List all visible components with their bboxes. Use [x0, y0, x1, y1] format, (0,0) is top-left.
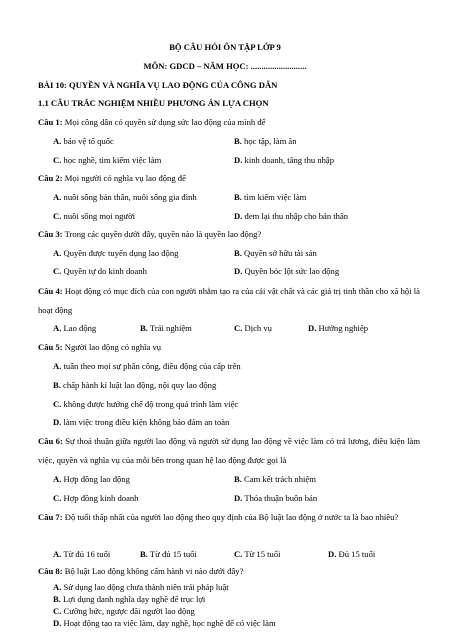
option-4c: [234, 324, 272, 333]
option-text: Từ đủ 16 tuổi: [63, 549, 111, 559]
option-text: Hợp đồng kinh doanh: [63, 493, 139, 503]
question-text: Sự thoả thuận giữa người lao động và người sử dụng lao động về việc làm có trả lương, điều kiện làm việc, quyền và nghĩa vụ của mỗi bên trong quan hệ lao động được gọi là: [38, 436, 421, 465]
option-text: Quyền tự do kinh doanh: [63, 266, 147, 276]
option-letter: D.: [53, 417, 62, 427]
option-7b: [140, 550, 197, 559]
option-6c: [53, 494, 138, 503]
option-2d: [234, 212, 348, 221]
option-6b: [234, 475, 316, 484]
option-letter: A.: [53, 474, 62, 484]
option-text: bảo vệ tổ quốc: [63, 136, 114, 146]
option-text: Dịch vụ: [244, 323, 272, 333]
option-letter: A.: [53, 192, 62, 202]
option-text: nuôi sống bản thân, nuôi sống gia đình: [63, 192, 197, 202]
question-label: Câu 6:: [38, 436, 63, 446]
option-5c: [53, 400, 238, 409]
option-letter: A.: [53, 361, 62, 371]
option-letter: B.: [53, 594, 61, 604]
option-letter: A.: [53, 582, 62, 592]
option-1a: [53, 137, 114, 146]
question-2: [38, 174, 186, 183]
question-label: Câu 5:: [38, 342, 63, 352]
option-text: không được hưởng chế độ trong quá trình làm việc: [63, 399, 239, 409]
option-text: Hợp đồng lao động: [63, 474, 130, 484]
option-letter: C.: [53, 493, 62, 503]
option-text: tuân theo mọi sự phân công, điều động của cấp trên: [63, 361, 241, 371]
option-letter: B.: [140, 323, 148, 333]
option-text: Thỏa thuận buôn bán: [244, 493, 318, 503]
subject-line: MÔN: GDCD – NĂM HỌC: ..........................: [143, 61, 307, 71]
option-letter: D.: [328, 549, 337, 559]
option-7a: [53, 550, 110, 559]
option-letter: A.: [53, 323, 62, 333]
option-5a: [53, 362, 241, 371]
question-label: Câu 4:: [38, 286, 63, 296]
option-letter: C.: [53, 155, 62, 165]
option-text: nuôi sống mọi người: [63, 211, 136, 221]
option-4a: [53, 324, 96, 333]
option-text: Cưỡng bức, ngược đãi người lao động: [63, 606, 195, 616]
option-text: học nghề, tìm kiếm việc làm: [63, 155, 162, 165]
option-text: Hoạt động tạo ra việc làm, dạy nghề, học nghề để có việc làm: [63, 618, 276, 628]
option-text: Quyền được tuyển dụng lao động: [63, 248, 179, 258]
question-text: Độ tuổi thấp nhất của người lao động theo quy định của Bộ luật lao động ở nước ta là bao nhiêu?: [64, 512, 399, 522]
option-letter: A.: [53, 248, 62, 258]
option-letter: A.: [53, 136, 62, 146]
option-text: Hướng nghiệp: [318, 323, 369, 333]
option-text: Từ 15 tuổi: [244, 549, 281, 559]
option-text: Đủ 15 tuổi: [338, 549, 376, 559]
option-text: đem lại thu nhập cho bản thân: [244, 211, 349, 221]
option-1b: [234, 137, 297, 146]
option-4b: [140, 324, 192, 333]
option-text: tìm kiếm việc làm: [244, 192, 307, 202]
option-letter: D.: [308, 323, 317, 333]
question-text: Người lao động có nghĩa vụ: [64, 342, 162, 352]
option-letter: D.: [234, 493, 243, 503]
question-7: [38, 508, 420, 527]
section-heading: 1.1 CÂU TRẮC NGHIỆM NHIỀU PHƯƠNG ÁN LỰA CHỌN: [38, 98, 269, 108]
option-letter: C.: [53, 211, 62, 221]
option-letter: B.: [140, 549, 148, 559]
option-letter: C.: [53, 266, 62, 276]
option-1c: [53, 156, 161, 165]
question-label: Câu 2:: [38, 173, 63, 183]
option-letter: B.: [234, 248, 242, 258]
option-3d: [234, 267, 339, 276]
option-letter: C.: [53, 399, 62, 409]
option-1d: [234, 156, 334, 165]
option-text: Từ đủ 15 tuổi: [149, 549, 197, 559]
option-letter: D.: [53, 618, 62, 628]
question-1: [38, 118, 265, 127]
question-text: Mọi công dân có quyền sử dụng sức lao động của mình để: [64, 117, 266, 127]
option-6a: [53, 475, 130, 484]
option-letter: B.: [234, 136, 242, 146]
option-letter: D.: [234, 266, 243, 276]
option-5b: [53, 381, 216, 390]
document-title: BỘ CÂU HỎI ÔN TẬP LỚP 9: [169, 42, 281, 52]
option-7d: [328, 550, 375, 559]
question-6: [38, 432, 420, 470]
option-7c: [234, 550, 281, 559]
option-letter: C.: [234, 549, 243, 559]
option-text: kinh doanh, tăng thu nhập: [244, 155, 335, 165]
option-letter: B.: [234, 192, 242, 202]
option-3a: [53, 249, 178, 258]
option-8c: [53, 607, 195, 616]
option-3b: [234, 249, 317, 258]
option-6d: [234, 494, 317, 503]
option-8a: [53, 583, 229, 592]
option-letter: C.: [234, 323, 243, 333]
option-text: Quyền bóc lột sức lao động: [244, 266, 340, 276]
option-8d: [53, 619, 276, 628]
question-4: [38, 282, 420, 320]
option-2b: [234, 193, 306, 202]
option-letter: B.: [53, 380, 61, 390]
option-text: Trải nghiệm: [149, 323, 192, 333]
question-text: Hoạt động có mục đích của con người nhằm tạo ra của cải vật chất và các giá trị tinh thần cho xã hội là hoạt động: [38, 286, 420, 315]
question-label: Câu 8:: [38, 566, 63, 576]
lesson-heading: BÀI 10: QUYỀN VÀ NGHĨA VỤ LAO ĐỘNG CỦA CÔNG DÂN: [38, 80, 278, 90]
option-text: học tập, làm ăn: [244, 136, 297, 146]
option-text: Lao động: [63, 323, 97, 333]
option-3c: [53, 267, 147, 276]
question-8: [38, 567, 243, 576]
option-letter: D.: [234, 155, 243, 165]
option-4d: [308, 324, 368, 333]
question-text: Mọi người có nghĩa vụ lao động để: [64, 173, 186, 183]
option-2a: [53, 193, 197, 202]
question-label: Câu 3:: [38, 229, 63, 239]
option-8b: [53, 595, 205, 604]
option-text: Sử dụng lao động chưa thành niên trái pháp luật: [63, 582, 229, 592]
option-text: làm việc trong điều kiện không bảo đảm an toàn: [63, 417, 230, 427]
option-text: Quyền sở hữu tài sản: [244, 248, 317, 258]
question-label: Câu 1:: [38, 117, 63, 127]
option-text: chấp hành kỉ luật lao động, nội quy lao động: [63, 380, 217, 390]
question-3: [38, 230, 261, 239]
option-letter: D.: [234, 211, 243, 221]
question-label: Câu 7:: [38, 512, 63, 522]
option-letter: A.: [53, 549, 62, 559]
option-text: Cam kết trách nhiệm: [244, 474, 316, 484]
option-letter: C.: [53, 606, 62, 616]
question-5: [38, 343, 161, 352]
question-text: Trong các quyền dưới đây, quyền nào là quyền lao động?: [64, 229, 262, 239]
question-text: Bộ luật Lao động không cấm hành vi nào dưới đây?: [64, 566, 244, 576]
option-5d: [53, 418, 229, 427]
option-2c: [53, 212, 135, 221]
option-letter: B.: [234, 474, 242, 484]
option-text: Lợi dụng danh nghĩa dạy nghề để trục lợi: [63, 594, 206, 604]
